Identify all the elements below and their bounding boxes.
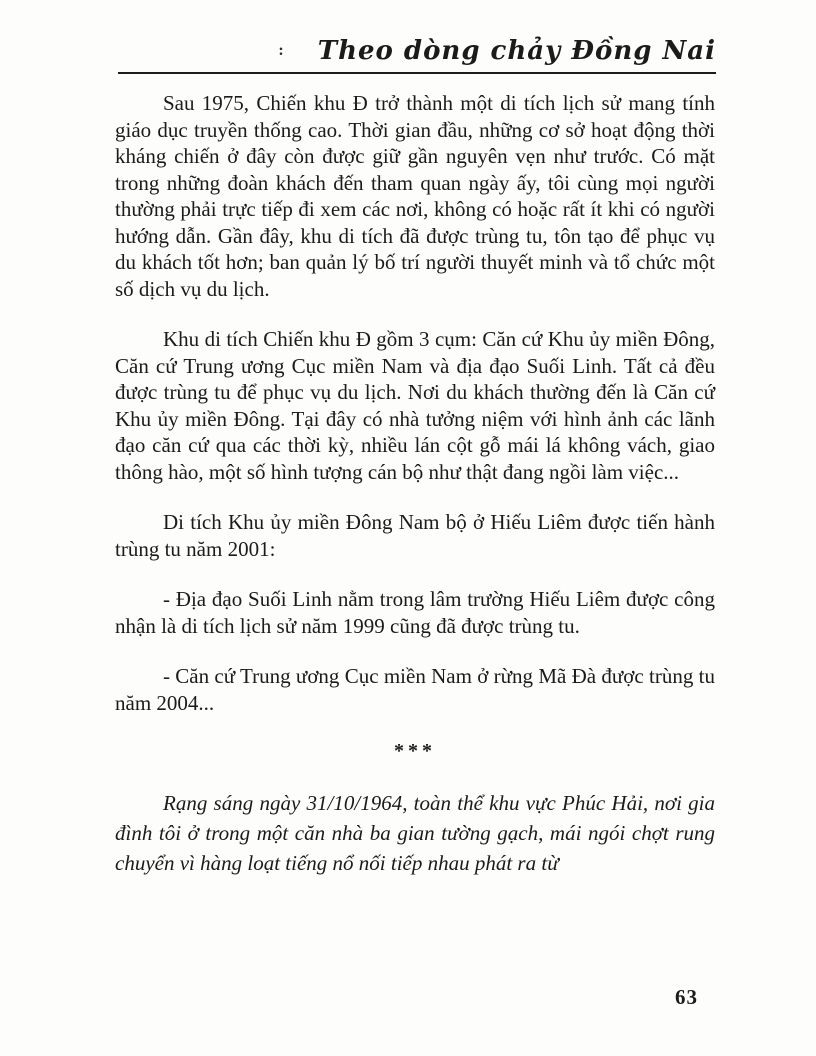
list-item-paragraph: - Địa đạo Suối Linh nằm trong lâm trường Hiếu Liêm được công nhận là di tích lịch sử năm 1999 cũng đã được trùng tu. [115,587,715,638]
body-text-block [115,90,715,878]
memoir-paragraph: Rạng sáng ngày 31/10/1964, toàn thể khu vực Phúc Hải, nơi gia đình tôi ở trong một căn nhà ba gian tường gạch, mái ngói chợt rung chuyển vì hàng loạt tiếng nổ nối tiếp nhau phát ra từ [115,791,715,875]
header-mark: : [278,42,284,59]
running-title: Theo dòng chảy Đồng Nai [317,36,716,66]
section-separator: *** [394,740,436,762]
page-header [118,36,716,74]
body-paragraph: Sau 1975, Chiến khu Đ trở thành một di tích lịch sử mang tính giáo dục truyền thống cao. Thời gian đầu, những cơ sở hoạt động thời kháng chiến ở đây còn được giữ gần nguyên vẹn như trước. Có mặt trong những đoàn khách đến tham quan ngày ấy, tôi cùng mọi người thường phải trực tiếp đi xem các nơi, không có hoặc rất ít khi có người hướng dẫn. Gần đây, khu di tích đã được trùng tu, tôn tạo để phục vụ du khách tốt hơn; ban quản lý bố trí người thuyết minh và tổ chức một số dịch vụ du lịch. [115,91,715,301]
body-paragraph: Di tích Khu ủy miền Đông Nam bộ ở Hiếu Liêm được tiến hành trùng tu năm 2001: [115,510,715,561]
page-number: 63 [675,985,698,1009]
list-item-paragraph: - Căn cứ Trung ương Cục miền Nam ở rừng Mã Đà được trùng tu năm 2004... [115,664,715,715]
body-paragraph: Khu di tích Chiến khu Đ gồm 3 cụm: Căn cứ Khu ủy miền Đông, Căn cứ Trung ương Cục miền Nam và địa đạo Suối Linh. Tất cả đều được trùng tu để phục vụ du lịch. Nơi du khách thường đến là Căn cứ Khu ủy miền Đông. Tại đây có nhà tưởng niệm với hình ảnh các lãnh đạo căn cứ qua các thời kỳ, nhiều lán cột gỗ mái lá không vách, giao thông hào, một số hình tượng cán bộ như thật đang ngồi làm việc... [115,327,715,484]
